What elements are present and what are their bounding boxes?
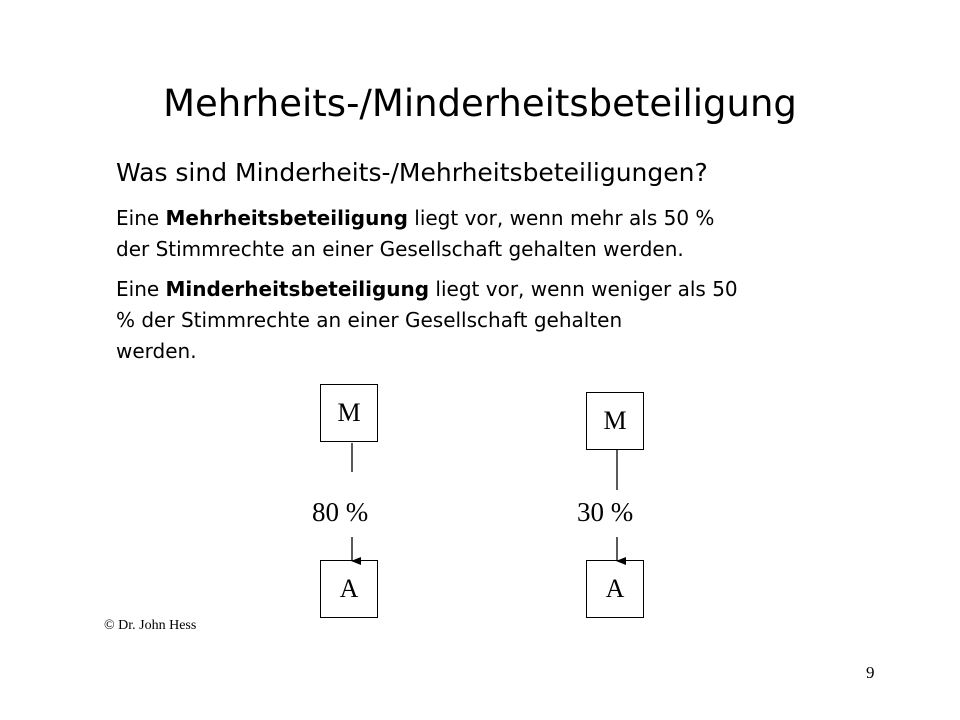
child-box-minority: A xyxy=(586,560,644,618)
definition-text: werden. xyxy=(116,339,197,363)
parent-box-minority: M xyxy=(586,392,644,450)
term-majority: Mehrheitsbeteiligung xyxy=(165,206,408,230)
copyright-notice: © Dr. John Hess xyxy=(104,618,197,633)
definition-text: der Stimmrechte an einer Gesellschaft gehalten werden. xyxy=(116,237,684,261)
definition-prefix: Eine xyxy=(116,277,166,301)
definition-text: liegt vor, wenn mehr als 50 % xyxy=(407,206,715,230)
page-number: 9 xyxy=(866,663,875,682)
slide-title: Mehrheits-/Minderheitsbeteiligung xyxy=(163,82,797,125)
definition-text: liegt vor, wenn weniger als 50 xyxy=(429,277,738,301)
question-heading: Was sind Minderheits-/Mehrheitsbeteiligungen? xyxy=(116,158,708,187)
definition-prefix: Eine xyxy=(116,206,166,230)
definition-text: % der Stimmrechte an einer Gesellschaft gehalten xyxy=(116,308,623,332)
term-minority: Minderheitsbeteiligung xyxy=(165,277,430,301)
child-box-majority: A xyxy=(320,560,378,618)
percent-label-majority: 80 % xyxy=(312,497,369,527)
parent-box-majority: M xyxy=(320,384,378,442)
percent-label-minority: 30 % xyxy=(577,497,634,527)
